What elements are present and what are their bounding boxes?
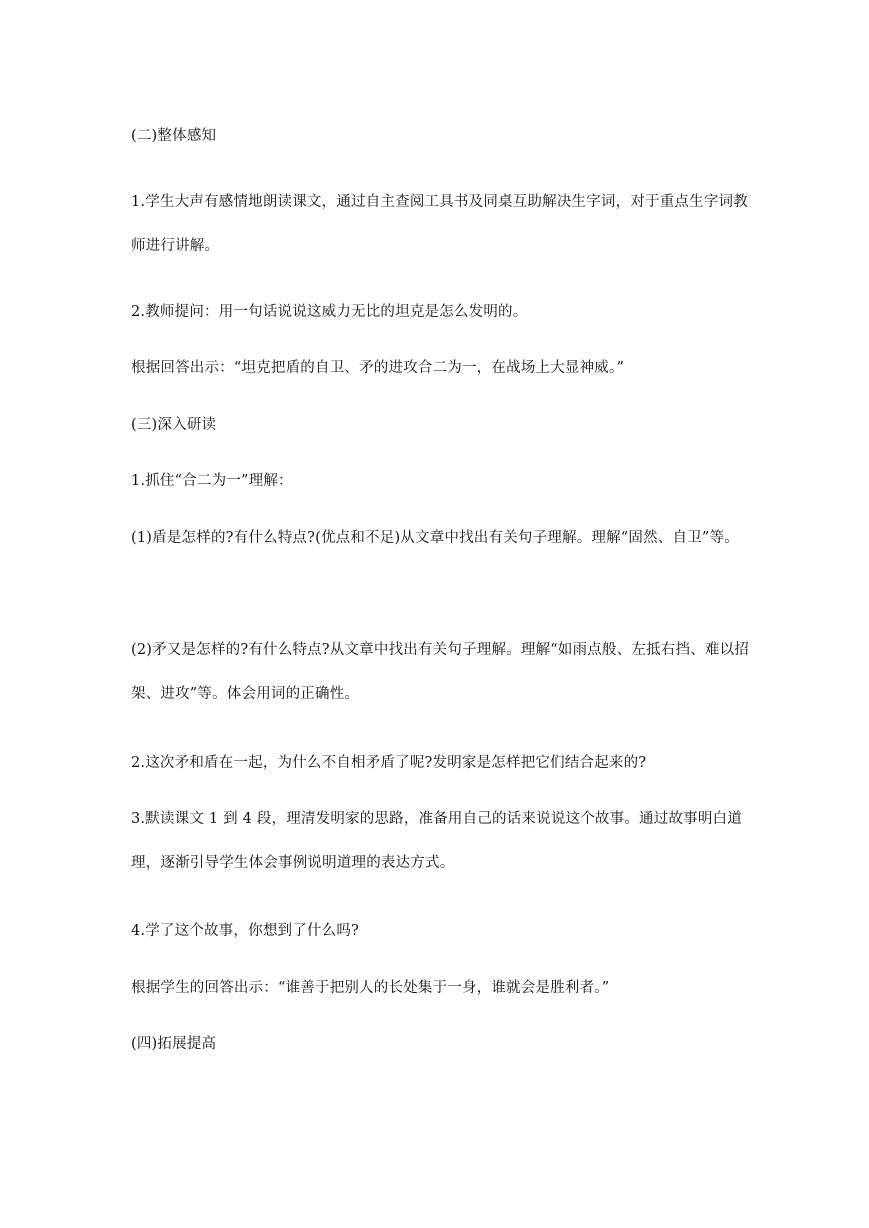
paragraph-story-thoughts: 4.学了这个故事，你想到了什么吗? xyxy=(131,923,360,939)
paragraph-grasp-combine: 1.抓住“合二为一”理解： xyxy=(131,473,293,489)
paragraph-read-aloud: 1.学生大声有感情地朗读课文，通过自主查阅工具书及同桌互助解决生字词，对于重点生字词教师进行讲解。 xyxy=(131,194,748,254)
paragraph-combination-question: 2.这次矛和盾在一起，为什么不自相矛盾了呢?发明家是怎样把它们结合起来的? xyxy=(131,755,647,771)
section-heading-overall-perception: (二)整体感知 xyxy=(131,128,217,144)
paragraph-answer-display: 根据回答出示：“坦克把盾的自卫、矛的进攻合二为一，在战场上大显神威。” xyxy=(131,360,625,376)
paragraph-student-answer-display: 根据学生的回答出示：“谁善于把别人的长处集于一身，谁就会是胜利者。” xyxy=(131,980,610,996)
paragraph-teacher-question: 2.教师提问：用一句话说说这威力无比的坦克是怎么发明的。 xyxy=(131,304,528,320)
paragraph-silent-reading: 3.默读课文 1 到 4 段，理清发明家的思路，准备用自己的话来说说这个故事。通过故事明白道理，逐渐引导学生体会事例说明道理的表达方式。 xyxy=(131,811,742,871)
section-heading-extension: (四)拓展提高 xyxy=(131,1036,217,1052)
paragraph-spear: (2)矛又是怎样的?有什么特点?从文章中找出有关句子理解。理解“如雨点般、左抵右挡、难以招架、进攻”等。体会用词的正确性。 xyxy=(131,642,749,702)
paragraph-shield: (1)盾是怎样的?有什么特点?(优点和不足)从文章中找出有关句子理解。理解“固然、自卫”等。 xyxy=(131,530,739,546)
section-heading-deep-reading: (三)深入研读 xyxy=(131,417,217,433)
